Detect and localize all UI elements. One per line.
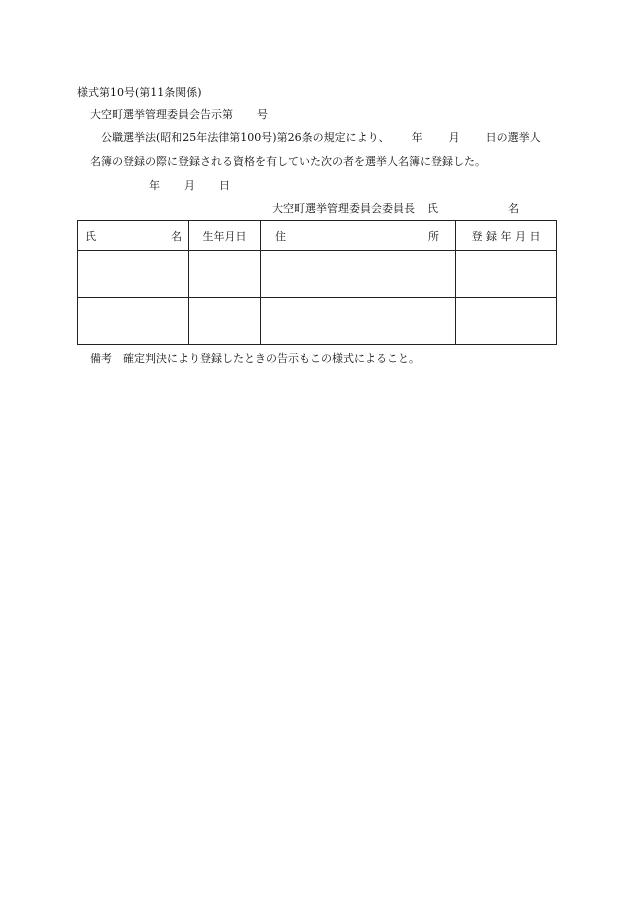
- header-name-a: 氏: [85, 229, 96, 243]
- header-name-b: 名: [171, 229, 182, 243]
- cell-address: [261, 298, 456, 345]
- signer-title: 大空町選挙管理委員会委員長: [272, 202, 415, 215]
- header-name: [78, 221, 189, 251]
- notice-number-line: [90, 108, 268, 122]
- cell-birthdate: [189, 298, 261, 345]
- form-number: 様式第10号(第11条関係): [77, 86, 202, 99]
- remark: 備考 確定判決により登録したときの告示もこの様式によること。: [90, 352, 420, 365]
- date-year: 年: [149, 179, 160, 192]
- date-day: 日: [219, 179, 230, 192]
- notice-suffix: 号: [257, 108, 268, 121]
- body-line1-end: 日の選挙人: [485, 131, 541, 144]
- signer-line: [272, 202, 519, 216]
- body-month: 月: [448, 131, 460, 144]
- header-registration-date: 登 録 年 月 日: [456, 221, 557, 251]
- table-header-row: [78, 221, 557, 251]
- cell-address: [261, 251, 456, 298]
- body-year: 年: [411, 131, 423, 144]
- body-line1-start: 公職選挙法(昭和25年法律第100号)第26条の規定により、: [101, 131, 390, 144]
- body-line-2: 名簿の登録の際に登録される資格を有していた次の者を選挙人名簿に登録した。: [90, 155, 486, 168]
- cell-name: [78, 298, 189, 345]
- header-address-b: 所: [428, 229, 439, 243]
- cell-name: [78, 251, 189, 298]
- table-row: [78, 251, 557, 298]
- notice-date: [149, 179, 230, 193]
- cell-birthdate: [189, 251, 261, 298]
- cell-registration-date: [456, 298, 557, 345]
- table-row: [78, 298, 557, 345]
- date-month: 月: [184, 179, 195, 192]
- signer-name-last: 名: [508, 202, 519, 215]
- signer-name-first: 氏: [427, 202, 438, 215]
- body-line-1: [101, 131, 541, 145]
- registry-table: [77, 220, 557, 345]
- header-address: [261, 221, 456, 251]
- header-address-a: 住: [275, 229, 286, 243]
- cell-registration-date: [456, 251, 557, 298]
- notice-prefix: 大空町選挙管理委員会告示第: [90, 108, 233, 121]
- header-birthdate: 生年月日: [189, 221, 261, 251]
